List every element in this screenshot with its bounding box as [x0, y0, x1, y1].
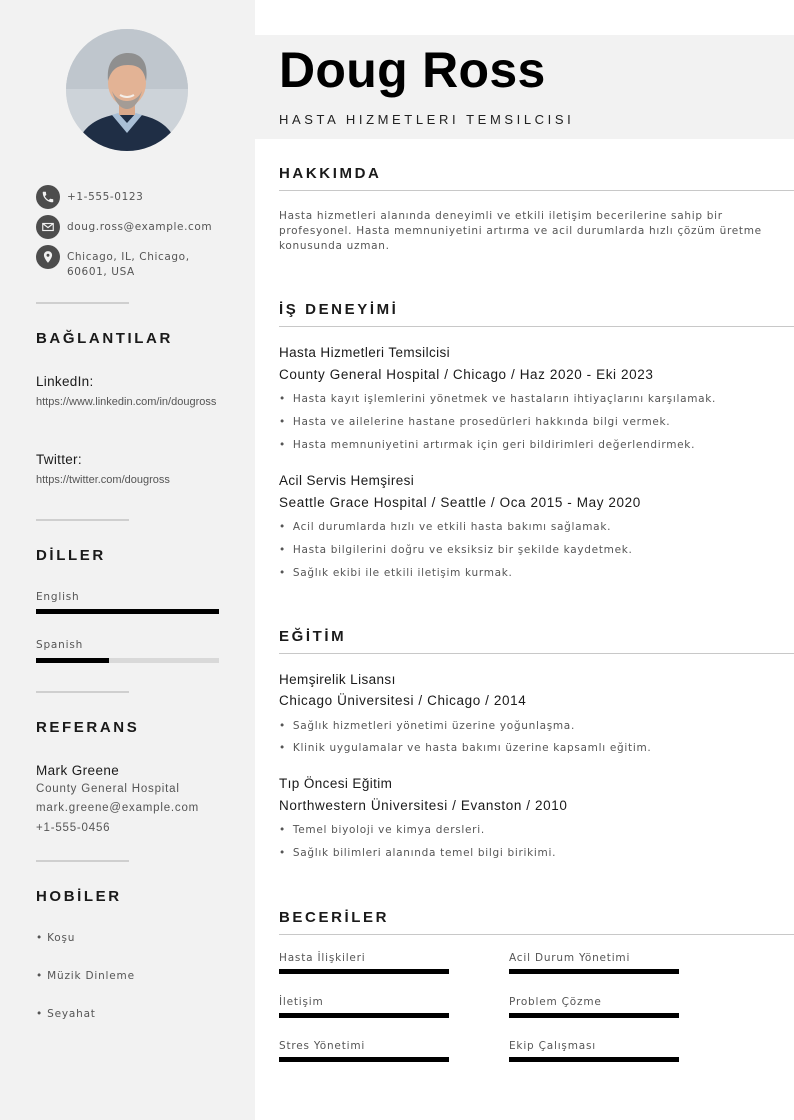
skill-level-bar: [509, 1057, 679, 1062]
location-pin-icon: [36, 245, 60, 269]
name-header: [255, 35, 794, 139]
skill-level-bar: [509, 969, 679, 974]
language-level-fill: [36, 609, 219, 614]
about-text: Hasta hizmetleri alanında deneyimli ve etkili iletişim becerilerine sahip bir profesyonel. Hasta memnuniyetini artırma ve acil durumlarda hızlı çözüm üretme konusunda uzman.: [279, 210, 762, 252]
skill-level-bar: [279, 1057, 449, 1062]
person-name: Doug Ross: [279, 42, 546, 98]
email-text: doug.ross@example.com: [67, 221, 213, 233]
job-title: Hasta Hizmetleri Temsilcisi: [279, 345, 451, 360]
sidebar-divider: [36, 691, 129, 693]
skill-item: [279, 1040, 449, 1062]
skill-name: Hasta İlişkileri: [279, 952, 366, 964]
phone-icon: [36, 185, 60, 209]
skill-level-bar: [279, 969, 449, 974]
job-subtitle: County General Hospital / Chicago / Haz 2020 - Eki 2023: [279, 367, 654, 382]
skill-level-bar: [279, 1013, 449, 1018]
email-icon: [36, 215, 60, 239]
skill-item: [509, 996, 679, 1018]
education-bullet: • Klinik uygulamalar ve hasta bakımı üzerine kapsamlı eğitim.: [279, 742, 651, 754]
education-bullet: • Sağlık bilimleri alanında temel bilgi birikimi.: [279, 847, 556, 859]
language-level-bar: [36, 658, 219, 663]
section-divider: [279, 653, 794, 654]
skill-name: Problem Çözme: [509, 996, 602, 1008]
reference-email: mark.greene@example.com: [36, 802, 200, 814]
person-title: HASTA HIZMETLERI TEMSILCISI: [279, 112, 575, 127]
about-heading: HAKKIMDA: [279, 165, 382, 182]
reference-name: Mark Greene: [36, 763, 120, 778]
profile-photo: [66, 29, 188, 151]
hobby-item: • Koşu: [36, 932, 76, 944]
main-content: [255, 0, 794, 1120]
skill-name: Stres Yönetimi: [279, 1040, 366, 1052]
skill-item: [279, 952, 449, 974]
person-photo-icon: [66, 29, 188, 151]
education-bullet: • Temel biyoloji ve kimya dersleri.: [279, 824, 485, 836]
twitter-label: Twitter:: [36, 452, 82, 467]
reference-company: County General Hospital: [36, 783, 180, 795]
language-name: Spanish: [36, 639, 84, 651]
education-bullet: • Sağlık hizmetleri yönetimi üzerine yoğunlaşma.: [279, 720, 575, 732]
sidebar-divider: [36, 519, 129, 521]
experience-heading: İŞ DENEYİMİ: [279, 301, 399, 318]
linkedin-label: LinkedIn:: [36, 374, 94, 389]
job-bullet: • Hasta bilgilerini doğru ve eksiksiz bir şekilde kaydetmek.: [279, 544, 633, 556]
job-bullet: • Hasta kayıt işlemlerini yönetmek ve hastaların ihtiyaçlarını karşılamak.: [279, 393, 716, 405]
hobby-item: • Müzik Dinleme: [36, 970, 135, 982]
sidebar-divider: [36, 302, 129, 304]
skill-item: [279, 996, 449, 1018]
section-divider: [279, 934, 794, 935]
education-title: Hemşirelik Lisansı: [279, 672, 396, 687]
hobby-item: • Seyahat: [36, 1008, 96, 1020]
education-heading: EĞİTİM: [279, 628, 347, 645]
education-title: Tıp Öncesi Eğitim: [279, 776, 393, 791]
language-level-fill: [36, 658, 109, 663]
job-bullet: • Sağlık ekibi ile etkili iletişim kurmak.: [279, 567, 513, 579]
linkedin-link[interactable]: https://www.linkedin.com/in/dougross: [36, 396, 217, 408]
address-text: Chicago, IL, Chicago, 60601, USA: [67, 251, 190, 278]
sidebar: [0, 0, 255, 1120]
education-subtitle: Northwestern Üniversitesi / Evanston / 2010: [279, 798, 568, 813]
job-subtitle: Seattle Grace Hospital / Seattle / Oca 2015 - May 2020: [279, 495, 641, 510]
education-subtitle: Chicago Üniversitesi / Chicago / 2014: [279, 693, 527, 708]
sidebar-divider: [36, 860, 129, 862]
section-divider: [279, 190, 794, 191]
job-bullet: • Acil durumlarda hızlı ve etkili hasta bakımı sağlamak.: [279, 521, 611, 533]
skill-item: [509, 1040, 679, 1062]
section-divider: [279, 326, 794, 327]
twitter-link[interactable]: https://twitter.com/dougross: [36, 474, 170, 486]
phone-text: +1-555-0123: [67, 191, 144, 203]
skills-heading: BECERİLER: [279, 909, 390, 926]
language-level-bar: [36, 609, 219, 614]
reference-heading: REFERANS: [36, 719, 140, 736]
links-heading: BAĞLANTILAR: [36, 330, 173, 347]
job-bullet: • Hasta memnuniyetini artırmak için geri bildirimleri değerlendirmek.: [279, 439, 695, 451]
job-title: Acil Servis Hemşiresi: [279, 473, 415, 488]
skill-name: İletişim: [279, 996, 324, 1008]
language-name: English: [36, 591, 80, 603]
job-bullet: • Hasta ve ailelerine hastane prosedürleri hakkında bilgi vermek.: [279, 416, 670, 428]
languages-heading: DİLLER: [36, 547, 106, 564]
hobbies-heading: HOBİLER: [36, 888, 122, 905]
skill-name: Acil Durum Yönetimi: [509, 952, 631, 964]
skill-name: Ekip Çalışması: [509, 1040, 596, 1052]
reference-phone: +1-555-0456: [36, 822, 111, 834]
skill-level-bar: [509, 1013, 679, 1018]
skill-item: [509, 952, 679, 974]
